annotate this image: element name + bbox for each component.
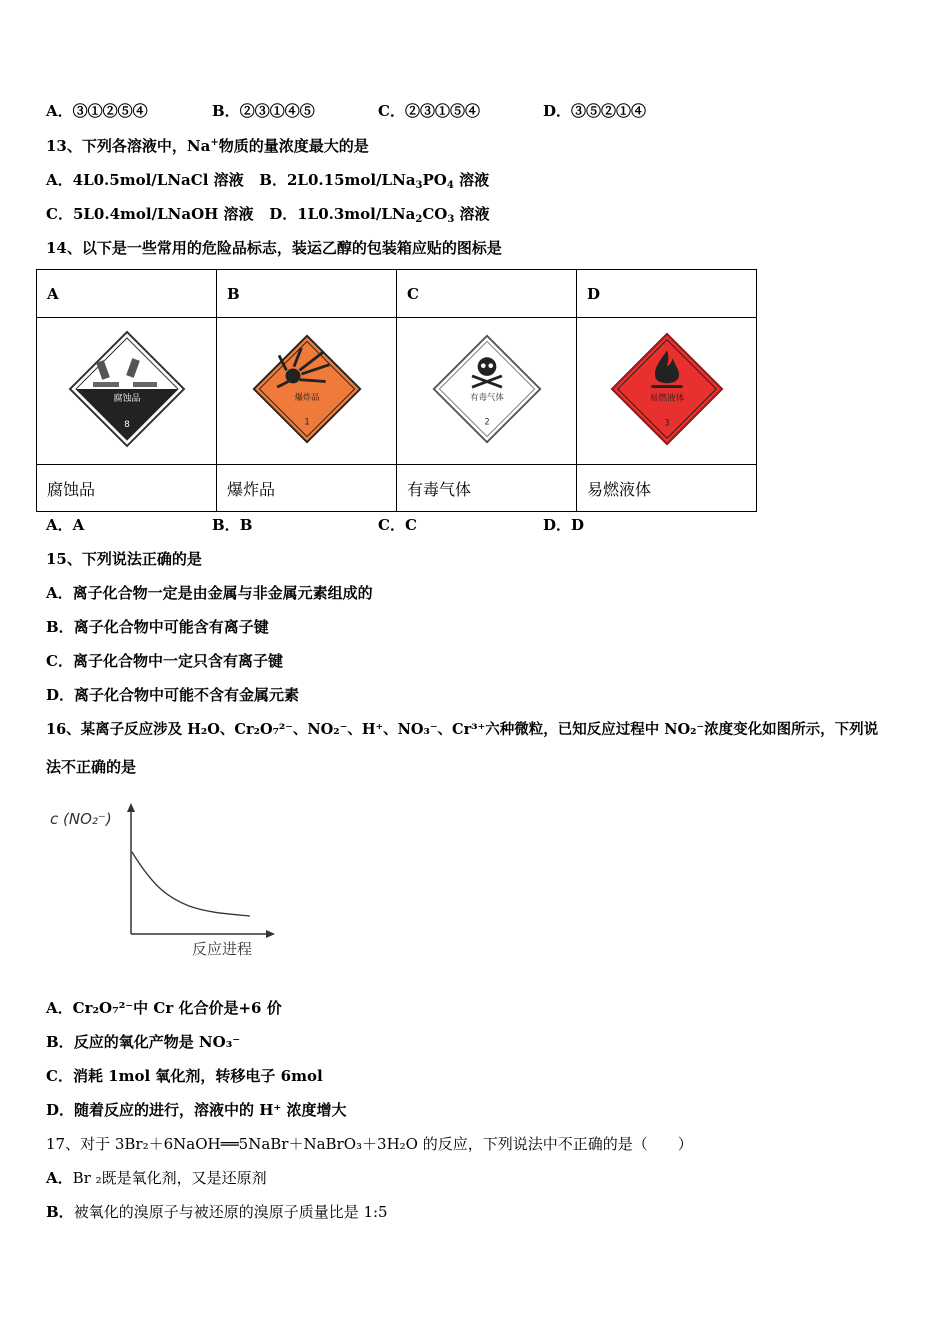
explosive-sign-number: 1 <box>303 416 310 427</box>
q15-option-c: C．离子化合物中一定只含有离子键 <box>46 652 283 670</box>
q12-option-b: B．②③①④⑤ <box>212 102 315 120</box>
explosive-sign-icon <box>251 333 363 445</box>
header-b: B <box>217 270 397 318</box>
label-a: 腐蚀品 <box>37 465 217 512</box>
q14-answer-c: C．C <box>378 516 417 534</box>
graph-x-label: 反应进程 <box>192 940 253 958</box>
toxic-gas-sign-icon <box>431 333 543 445</box>
label-b: 爆炸品 <box>217 465 397 512</box>
q17-option-b: B．被氧化的溴原子与被还原的溴原子质量比是 1:5 <box>46 1203 388 1221</box>
graph-y-arrow <box>127 803 135 812</box>
q17-stem: 17、对于 3Br₂＋6NaOH══5NaBr＋NaBrO₃＋3H₂O 的反应，下列说法中不正确的是（ ） <box>46 1135 693 1153</box>
no2-concentration-graph <box>44 800 284 965</box>
q13-options-cd: C．5L0.4mol/LNaOH 溶液 D．$1L0.3mol/LNa_2CO_3$ 溶液 <box>46 205 490 225</box>
graph-x-arrow <box>266 930 275 938</box>
q13-stem: 13、下列各溶液中，Na+物质的量浓度最大的是 <box>46 137 369 155</box>
header-a: A <box>37 270 217 318</box>
explosive-sign-text: 爆炸品 <box>293 392 320 403</box>
q15-option-d: D．离子化合物中可能不含有金属元素 <box>46 686 300 704</box>
header-d: D <box>577 270 757 318</box>
label-d: 易燃液体 <box>577 465 757 512</box>
q14-answer-d: D．D <box>543 516 585 534</box>
header-c: C <box>397 270 577 318</box>
q16-option-b: B．反应的氧化产物是 NO₃⁻ <box>46 1033 241 1051</box>
q16-option-a: A．Cr₂O₇²⁻中 Cr 化合价是+6 价 <box>46 999 282 1017</box>
q15-option-a: A．离子化合物一定是由金属与非金属元素组成的 <box>46 584 373 602</box>
q12-option-a: A．③①②⑤④ <box>46 102 148 120</box>
flammable-sign-text: 易燃液体 <box>649 393 684 404</box>
q16-option-d: D．随着反应的进行，溶液中的 H⁺ 浓度增大 <box>46 1101 347 1119</box>
toxic-gas-sign-text: 有毒气体 <box>469 392 504 403</box>
q15-stem: 15、下列说法正确的是 <box>46 550 202 568</box>
graph-y-label: c (NO₂⁻) <box>50 810 112 828</box>
q12-option-c: C．②③①⑤④ <box>378 102 480 120</box>
corrosive-sign-number: 8 <box>123 420 130 430</box>
q16-stem-line2: 法不正确的是 <box>46 758 137 776</box>
hazard-sign-table <box>36 269 757 512</box>
q15-option-b: B．离子化合物中可能含有离子键 <box>46 618 269 636</box>
flammable-sign-number: 3 <box>663 418 670 429</box>
corrosive-sign-text: 腐蚀品 <box>112 394 141 404</box>
q17-option-a: A．Br ₂既是氧化剂，又是还原剂 <box>46 1169 267 1187</box>
flammable-liquid-sign-icon <box>609 331 725 447</box>
q14-answer-b: B．B <box>212 516 253 534</box>
q14-answer-a: A．A <box>46 516 85 534</box>
q12-option-d: D．③⑤②①④ <box>543 102 647 120</box>
corrosive-sign-icon <box>67 329 187 449</box>
no2-curve <box>132 852 250 916</box>
q13-options-ab: A．4L0.5mol/LNaCl 溶液 B．$2L0.15mol/LNa_3PO_4$ 溶液 <box>46 171 490 191</box>
toxic-gas-sign-number: 2 <box>483 416 490 427</box>
label-c: 有毒气体 <box>397 465 577 512</box>
q16-option-c: C．消耗 1mol 氧化剂，转移电子 6mol <box>46 1067 323 1085</box>
q14-stem: 14、以下是一些常用的危险品标志，装运乙醇的包装箱应贴的图标是 <box>46 239 502 257</box>
q16-stem-line1: 16、某离子反应涉及 H₂O、Cr₂O₇²⁻、NO₂⁻、H⁺、NO₃⁻、Cr³⁺六种微粒，已知反应过程中 NO₂⁻浓度变化如图所示，下列说 <box>46 721 879 738</box>
